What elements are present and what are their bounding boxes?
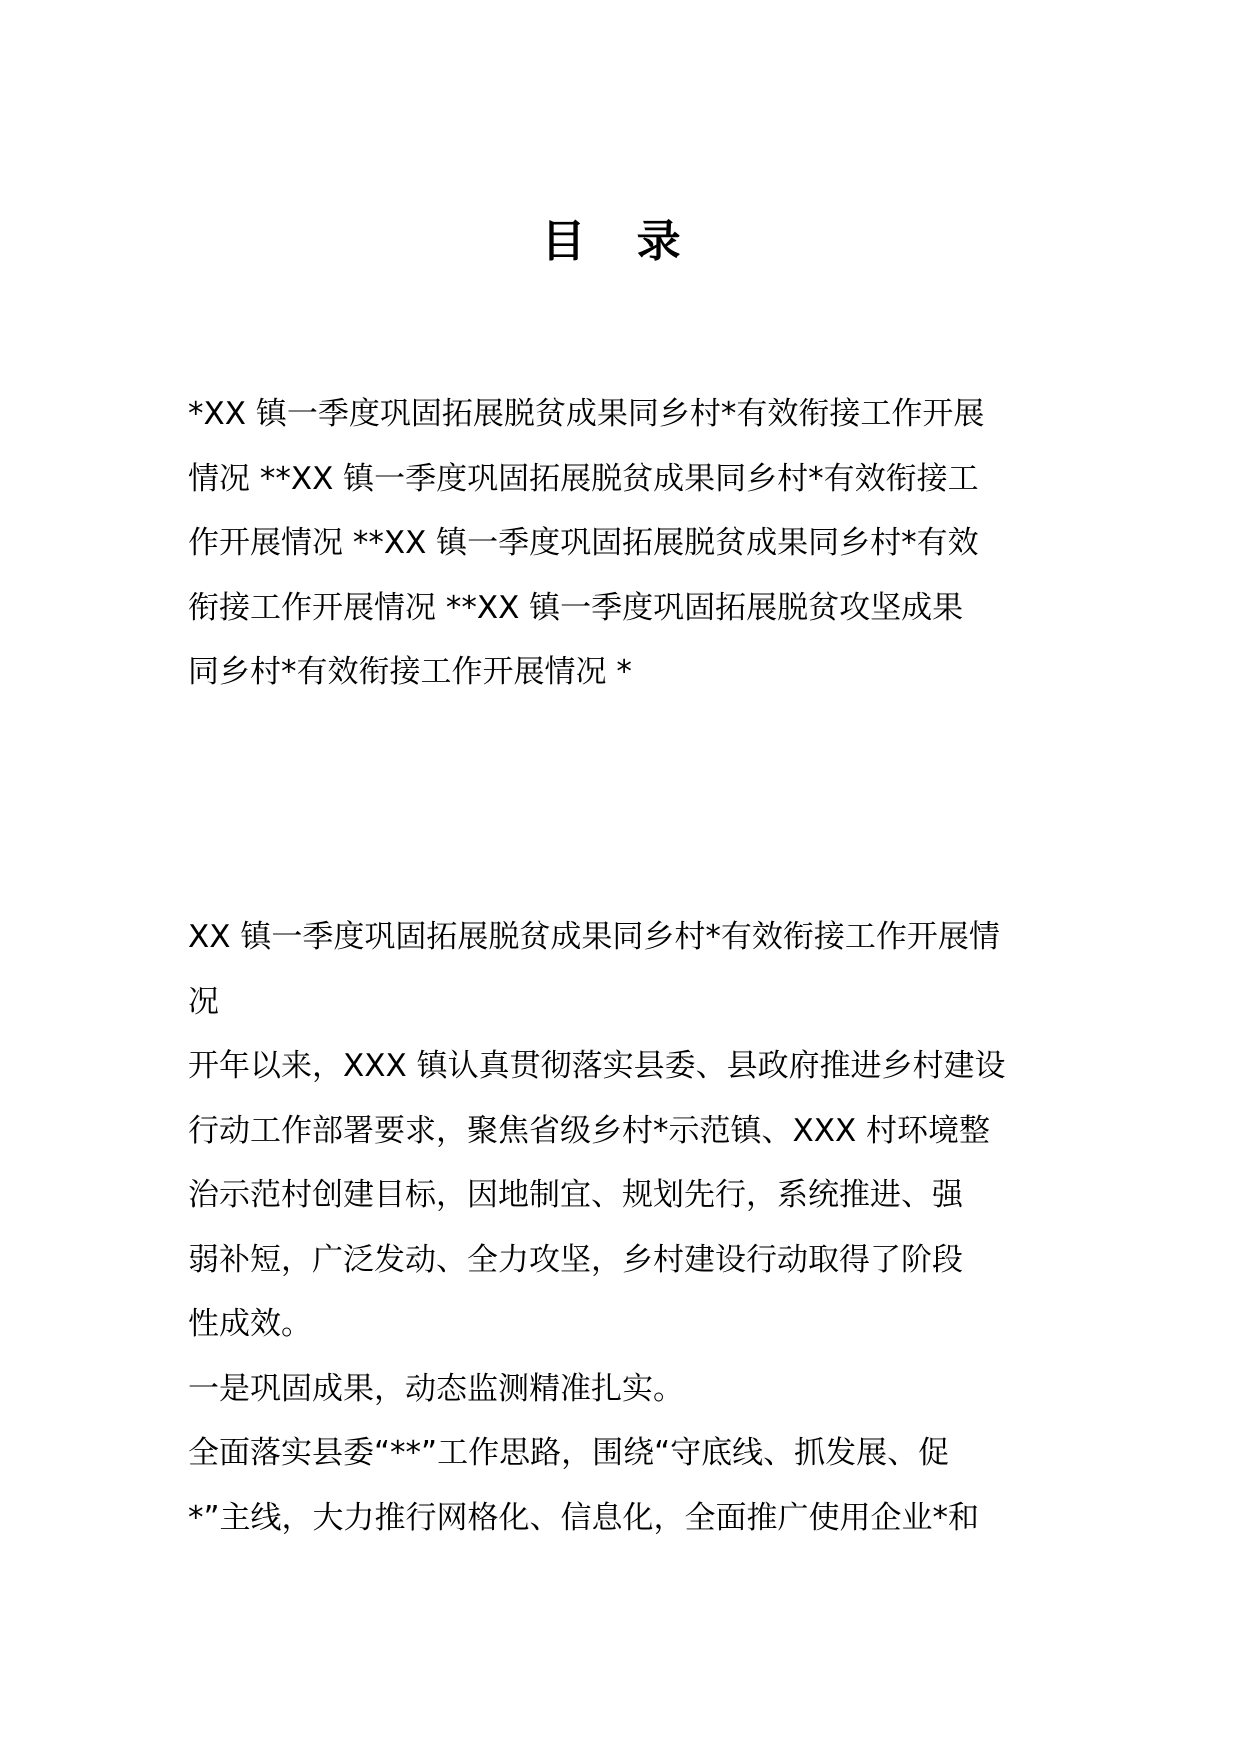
toc-line: 同乡村*有效衔接工作开展情况 *	[188, 654, 632, 690]
document-body	[188, 905, 1054, 1550]
body-text-line: 性成效。	[188, 1306, 312, 1342]
table-of-contents	[188, 382, 1054, 705]
section-heading: 况	[188, 983, 219, 1020]
toc-line: 衔接工作开展情况 **XX 镇一季度巩固拓展脱贫攻坚成果	[188, 589, 964, 626]
subheading: 一是巩固成果，动态监测精准扎实。	[188, 1370, 684, 1407]
body-text-line: 治示范村创建目标，因地制宜、规划先行，系统推进、强	[188, 1177, 963, 1213]
toc-line: 作开展情况 **XX 镇一季度巩固拓展脱贫成果同乡村*有效	[188, 525, 979, 561]
body-text-line: 弱补短，广泛发动、全力攻坚，乡村建设行动取得了阶段	[188, 1241, 963, 1278]
toc-line: 情况 **XX 镇一季度巩固拓展脱贫成果同乡村*有效衔接工	[188, 460, 979, 497]
body-text-line: *”主线，大力推行网格化、信息化，全面推广使用企业*和	[188, 1499, 980, 1536]
body-text-line: 行动工作部署要求，聚焦省级乡村*示范镇、XXX 村环境整	[188, 1112, 991, 1149]
section-heading: XX 镇一季度巩固拓展脱贫成果同乡村*有效衔接工作开展情	[188, 919, 1000, 955]
body-text-line: 开年以来，XXX 镇认真贯彻落实县委、县政府推进乡村建设	[188, 1048, 1006, 1084]
page-title: 目 录	[541, 216, 699, 267]
body-text-line: 全面落实县委“**”工作思路，围绕“守底线、抓发展、促	[188, 1435, 950, 1471]
toc-line: *XX 镇一季度巩固拓展脱贫成果同乡村*有效衔接工作开展	[188, 396, 985, 432]
